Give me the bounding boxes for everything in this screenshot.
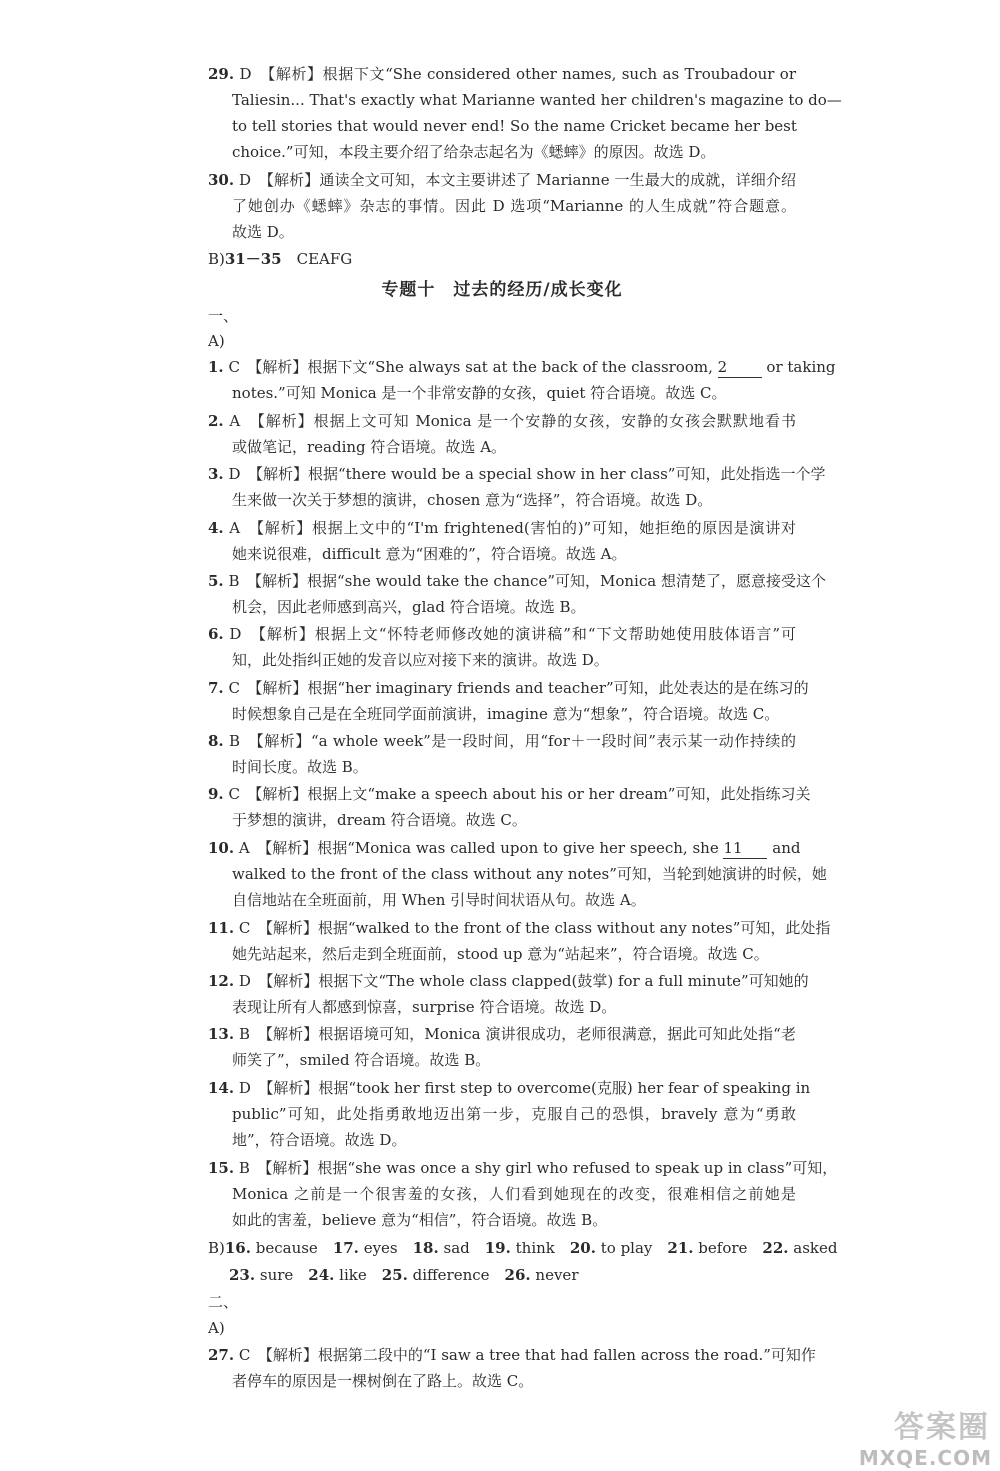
line-text: 或做笔记，reading 符合语境。故选 A。: [232, 438, 507, 456]
line-text: C 【解析】根据“walked to the front of the class without any notes”可知，此处指: [234, 919, 831, 937]
line-text: notes.”可知 Monica 是一个非常安静的女孩，quiet 符合语境。故选 C。: [232, 384, 727, 402]
text-line: [232, 1184, 796, 1204]
text-line: [208, 357, 836, 378]
text-line: [232, 650, 796, 670]
line-text: or taking: [761, 358, 836, 376]
question-number: 6.: [208, 625, 224, 643]
text-line: [232, 1210, 796, 1230]
text-line: [208, 1318, 796, 1338]
question-number: 24.: [308, 1266, 335, 1284]
text-line: [208, 1238, 838, 1258]
question-number: 4.: [208, 519, 224, 537]
text-line: [208, 784, 811, 804]
question-number: 1.: [208, 358, 224, 376]
text-line: [208, 624, 796, 644]
line-text: 地”，符合语境。故选 D。: [232, 1131, 407, 1149]
question-number: 8.: [208, 732, 224, 750]
line-text: 时间长度。故选 B。: [232, 758, 368, 776]
text-line: [232, 90, 842, 110]
line-text: CEAFG: [281, 250, 353, 268]
text-line: [208, 64, 796, 84]
line-text: 自信地站在全班面前，用 When 引导时间状语从句。故选 A。: [232, 891, 646, 909]
text-line: [232, 757, 796, 777]
answer-word: before: [693, 1239, 763, 1257]
text-line: [208, 971, 809, 991]
question-number: 20.: [569, 1239, 596, 1257]
line-text: 机会，因此老师感到高兴，glad 符合语境。故选 B。: [232, 598, 586, 616]
text-line: [232, 864, 827, 884]
text-line: [232, 1130, 796, 1150]
line-text: 如此的害羞，believe 意为“相信”，符合语境。故选 B。: [232, 1211, 608, 1229]
line-text: 她先站起来，然后走到全班面前，stood up 意为“站起来”，符合语境。故选 C。: [232, 945, 769, 963]
line-text: 一、: [208, 307, 239, 325]
line-text: choice.”可知，本段主要介绍了给杂志起名为《蟋蟀》的原因。故选 D。: [232, 143, 716, 161]
question-number: 12.: [208, 972, 235, 990]
line-text: 于梦想的演讲，dream 符合语境。故选 C。: [232, 811, 527, 829]
text-line: [208, 918, 831, 938]
answer-word: think: [510, 1239, 570, 1257]
question-number: 26.: [504, 1266, 531, 1284]
line-text: to tell stories that would never end! So the name Cricket became her best: [232, 117, 797, 135]
line-text: walked to the front of the class without any notes”可知，当轮到她演讲的时候，她: [232, 865, 827, 883]
line-text: A): [208, 332, 225, 350]
question-number: 18.: [412, 1239, 439, 1257]
answer-word: because: [250, 1239, 333, 1257]
text-line: [232, 116, 796, 136]
text-line: [232, 1104, 796, 1124]
answer-word: to play: [595, 1239, 668, 1257]
line-text: A 【解析】根据上文可知 Monica 是一个安静的女孩，安静的女孩会默默地看书: [223, 412, 796, 430]
part-label: B): [208, 250, 225, 268]
answer-word: eyes: [358, 1239, 413, 1257]
answer-word: never: [530, 1266, 579, 1284]
question-number: 2.: [208, 412, 224, 430]
text-line: [232, 1371, 796, 1391]
text-line: [232, 544, 796, 564]
text-line: [208, 1292, 796, 1312]
text-line: [208, 170, 796, 190]
watermark-domain: MXQE.COM: [858, 1446, 992, 1470]
line-text: D 【解析】根据下文“The whole class clapped(鼓掌) for a full minute”可知她的: [234, 972, 809, 990]
line-text: Taliesin... That's exactly what Marianne wanted her children's magazine to do—: [232, 91, 842, 109]
watermark-logo: 答案圈: [894, 1410, 990, 1445]
line-text: 师笑了”，smiled 符合语境。故选 B。: [232, 1051, 491, 1069]
question-number: 16.: [224, 1239, 251, 1257]
section-title: 专题十 过去的经历/成长变化: [381, 280, 623, 300]
text-line: [232, 704, 796, 724]
line-text: 知，此处指纠正她的发音以应对接下来的演讲。故选 D。: [232, 651, 609, 669]
question-number: 7.: [208, 679, 224, 697]
text-line: [232, 890, 796, 910]
text-line: [208, 1078, 811, 1098]
line-text: D 【解析】通读全文可知，本文主要讲述了 Marianne 一生最大的成就，详细介绍: [234, 171, 796, 189]
line-text: C 【解析】根据上文“make a speech about his or her dream”可知，此处指练习关: [223, 785, 811, 803]
text-line: [208, 306, 796, 326]
line-text: 者停车的原因是一棵树倒在了路上。故选 C。: [232, 1372, 534, 1390]
text-line: [208, 838, 801, 859]
question-number: 19.: [484, 1239, 511, 1257]
line-text: 故选 D。: [232, 223, 294, 241]
text-line: [208, 1158, 838, 1178]
answer-word: asked: [788, 1239, 838, 1257]
text-line: [208, 249, 796, 269]
question-number: 21.: [667, 1239, 694, 1257]
text-line: [232, 222, 796, 242]
text-line: [208, 331, 796, 351]
line-text: B 【解析】根据语境可知，Monica 演讲很成功，老师很满意，据此可知此处指“老: [234, 1025, 796, 1043]
text-line: [208, 411, 796, 431]
line-text: C 【解析】根据第二段中的“I saw a tree that had fallen across the road.”可知作: [234, 1346, 816, 1364]
line-text: C 【解析】根据下文“She always sat at the back of the classroom,: [223, 358, 718, 376]
line-text: D 【解析】根据上文“怀特老师修改她的演讲稿”和“下文帮助她使用肢体语言”可: [223, 625, 796, 643]
question-number: 5.: [208, 572, 224, 590]
text-line: [232, 597, 796, 617]
blank-number: 11: [723, 838, 767, 859]
answer-word: like: [334, 1266, 382, 1284]
line-text: public”可知，此处指勇敢地迈出第一步，克服自己的恐惧，bravely 意为“勇敢: [232, 1105, 796, 1123]
line-text: B 【解析】“a whole week”是一段时间，用“for＋一段时间”表示某一动作持续的: [223, 732, 796, 750]
text-line: [208, 518, 796, 538]
line-text: Monica 之前是一个很害羞的女孩，人们看到她现在的改变，很难相信之前她是: [232, 1185, 796, 1203]
text-line: [208, 678, 809, 698]
question-number: 31－35: [224, 250, 282, 268]
question-number: 9.: [208, 785, 224, 803]
question-number: 3.: [208, 465, 224, 483]
text-line: [208, 464, 826, 484]
question-number: 22.: [762, 1239, 789, 1257]
text-line: [208, 1345, 816, 1365]
text-line: [232, 437, 796, 457]
text-line: [232, 142, 796, 162]
text-line: [232, 196, 796, 216]
line-text: C 【解析】根据“her imaginary friends and teacher”可知，此处表达的是在练习的: [223, 679, 809, 697]
question-number: 10.: [208, 839, 235, 857]
text-line: [208, 1024, 796, 1044]
text-line: [232, 1050, 796, 1070]
answer-word: difference: [407, 1266, 505, 1284]
line-text: 了她创办《蟋蟀》杂志的事情。因此 D 选项“Marianne 的人生成就”符合题意。: [232, 197, 796, 215]
line-text: 她来说很难，difficult 意为“困难的”，符合语境。故选 A。: [232, 545, 627, 563]
blank-number: 2: [718, 357, 762, 378]
line-text: B 【解析】根据“she would take the chance”可知，Monica 想清楚了，愿意接受这个: [223, 572, 826, 590]
line-text: A 【解析】根据上文中的“I'm frightened(害怕的)”可知，她拒绝的原因是演讲对: [223, 519, 796, 537]
answer-word: sad: [438, 1239, 485, 1257]
line-text: 二、: [208, 1293, 239, 1311]
line-text: D 【解析】根据“took her first step to overcome(克服) her fear of speaking in: [234, 1079, 811, 1097]
text-line: [232, 490, 796, 510]
question-number: 27.: [208, 1346, 235, 1364]
line-text: B 【解析】根据“she was once a shy girl who refused to speak up in class”可知，: [234, 1159, 838, 1177]
question-number: 23.: [229, 1266, 256, 1284]
question-number: 29.: [208, 65, 235, 83]
line-text: D 【解析】根据“there would be a special show in her class”可知，此处指选一个学: [223, 465, 826, 483]
part-label: B): [208, 1239, 225, 1257]
question-number: 25.: [381, 1266, 408, 1284]
line-text: 生来做一次关于梦想的演讲，chosen 意为“选择”，符合语境。故选 D。: [232, 491, 713, 509]
question-number: 13.: [208, 1025, 235, 1043]
text-line: [229, 1265, 796, 1285]
text-line: [208, 731, 796, 751]
line-text: and: [767, 839, 801, 857]
answer-word: sure: [255, 1266, 309, 1284]
question-number: 15.: [208, 1159, 235, 1177]
line-text: 表现让所有人都感到惊喜，surprise 符合语境。故选 D。: [232, 998, 617, 1016]
text-line: [232, 810, 796, 830]
question-number: 14.: [208, 1079, 235, 1097]
watermark: [770, 1402, 998, 1468]
text-line: [232, 997, 796, 1017]
question-number: 11.: [208, 919, 235, 937]
question-number: 17.: [332, 1239, 359, 1257]
line-text: A 【解析】根据“Monica was called upon to give her speech, she: [234, 839, 724, 857]
text-line: [232, 944, 796, 964]
line-text: D 【解析】根据下文“She considered other names, such as Troubadour or: [234, 65, 796, 83]
question-number: 30.: [208, 171, 235, 189]
text-line: [232, 383, 796, 403]
line-text: A): [208, 1319, 225, 1337]
line-text: 时候想象自己是在全班同学面前演讲，imagine 意为“想象”，符合语境。故选 C。: [232, 705, 780, 723]
text-line: [208, 571, 826, 591]
